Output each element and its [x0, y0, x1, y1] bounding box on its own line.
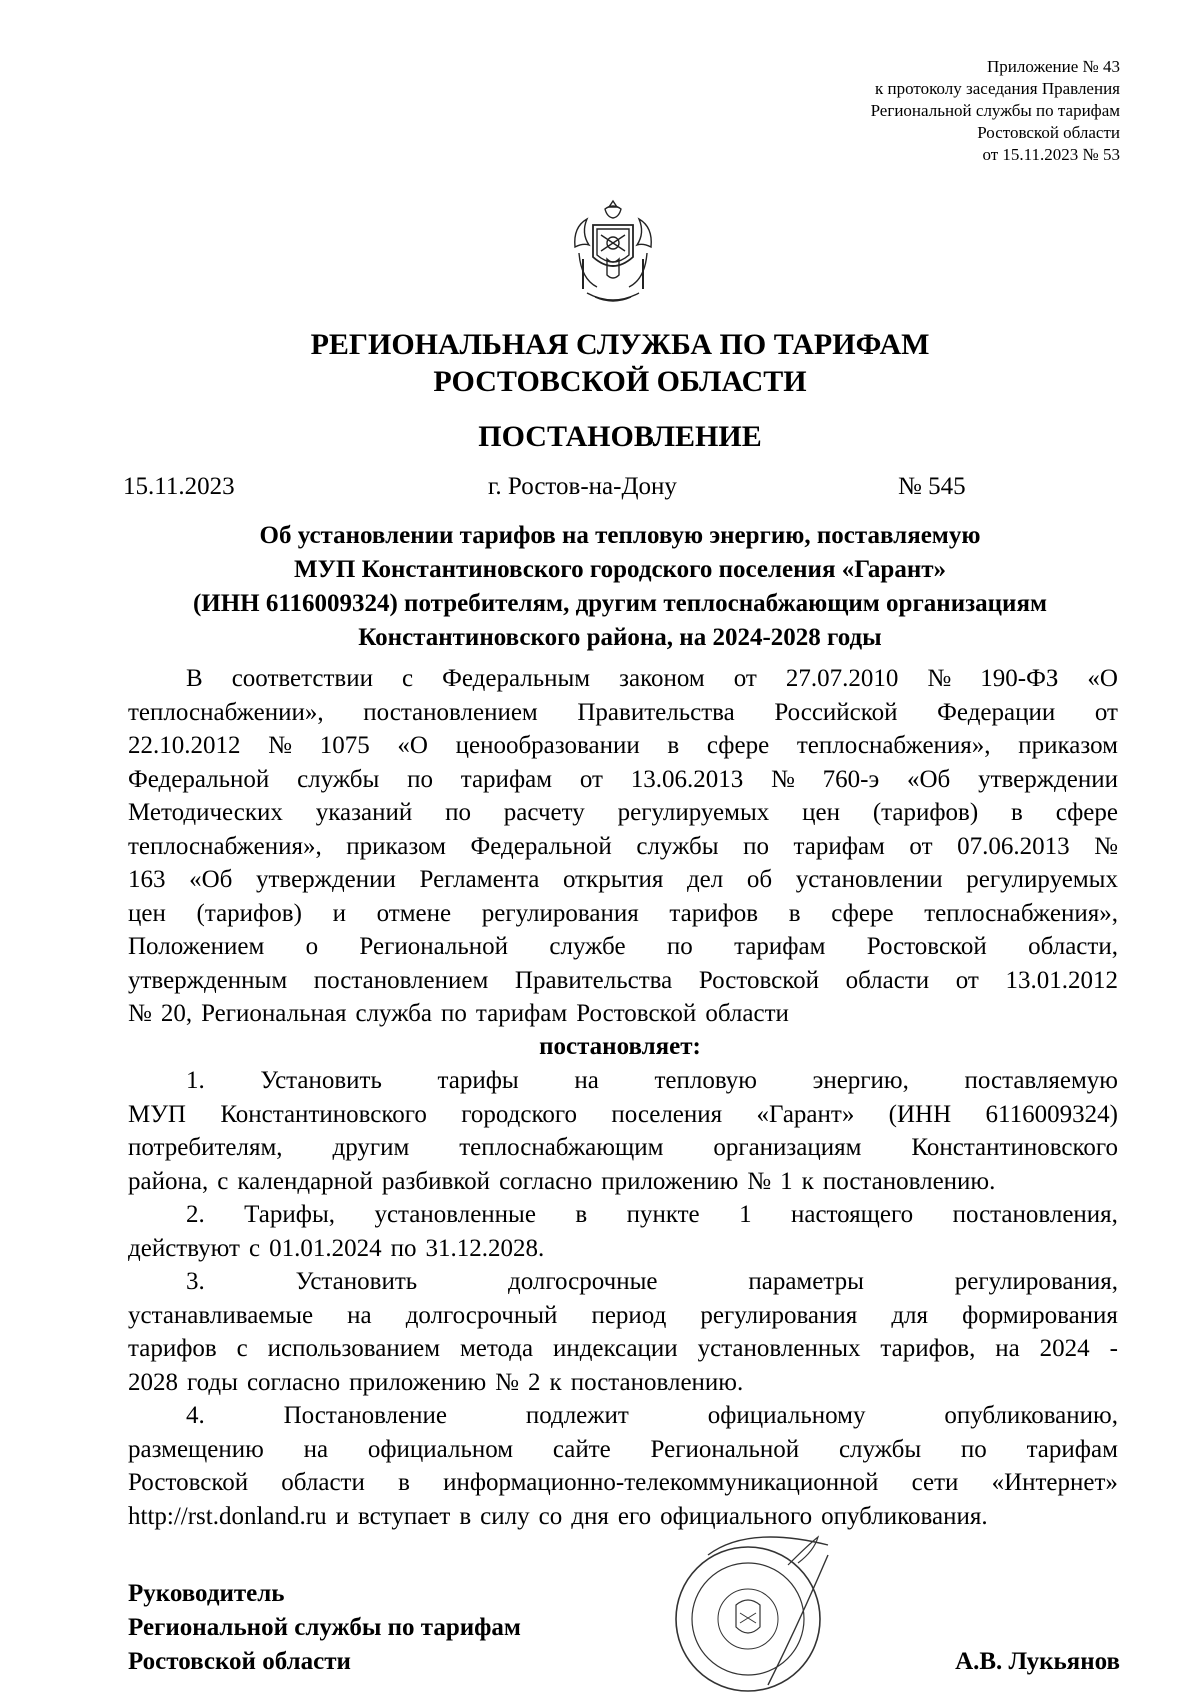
organization-title	[0, 326, 1200, 400]
document-subject	[0, 519, 1200, 655]
official-seal-icon	[648, 1535, 848, 1695]
decree-item	[128, 1399, 1118, 1533]
text-line: потребителям, другим теплоснабжающим организациям Константиновского	[128, 1134, 1118, 1161]
signer-block	[128, 1577, 521, 1679]
signer-title-line: Ростовской области	[128, 1648, 351, 1675]
subject-line: МУП Константиновского городского поселения «Гарант»	[293, 556, 947, 583]
signer-name: А.В. Лукьянов	[955, 1648, 1120, 1675]
text-line: района, с календарной разбивкой согласно приложению № 1 к постановлению.	[128, 1167, 996, 1195]
document-date: 15.11.2023	[123, 473, 235, 500]
text-line: размещению на официальном сайте Региональной службы по тарифам	[128, 1435, 1118, 1463]
text-line: МУП Константиновского городского поселения «Гарант» (ИНН 6116009324)	[128, 1100, 1118, 1128]
text-line: действуют с 01.01.2024 по 31.12.2028.	[128, 1234, 545, 1262]
text-line: Положением о Региональной службе по тарифам Ростовской области,	[128, 933, 1118, 960]
document-number: № 545	[898, 473, 966, 500]
decree-item	[128, 1265, 1118, 1399]
subject-line: Константиновского района, на 2024-2028 годы	[358, 624, 882, 651]
decree-items	[128, 1064, 1118, 1533]
document-city: г. Ростов-на-Дону	[488, 473, 677, 500]
decree-word: постановляет:	[539, 1033, 701, 1060]
text-line: № 20, Региональная служба по тарифам Ростовской области	[128, 1000, 789, 1027]
text-line: Федеральной службы по тарифам от 13.06.2013 № 760-э «Об утверждении	[128, 765, 1118, 793]
text-line: 22.10.2012 № 1075 «О ценообразовании в сфере теплоснабжения», приказом	[128, 732, 1118, 759]
decree-item	[128, 1064, 1118, 1198]
appendix-line: Ростовской области	[977, 123, 1120, 142]
text-line: Ростовской области в информационно-телекоммуникационной сети «Интернет»	[128, 1469, 1118, 1496]
text-line: 4. Постановление подлежит официальному опубликованию,	[186, 1402, 1118, 1429]
appendix-line: Региональной службы по тарифам	[870, 101, 1120, 120]
appendix-note	[871, 56, 1120, 166]
appendix-line: от 15.11.2023 № 53	[982, 145, 1120, 164]
text-line: 163 «Об утверждении Регламента открытия дел об установлении регулируемых	[128, 866, 1118, 893]
org-line: РЕГИОНАЛЬНАЯ СЛУЖБА ПО ТАРИФАМ	[310, 328, 930, 361]
document-type: ПОСТАНОВЛЕНИЕ	[478, 420, 762, 453]
text-line: 2. Тарифы, установленные в пункте 1 настоящего постановления,	[186, 1201, 1118, 1228]
coat-of-arms-icon	[567, 197, 659, 309]
text-line: Методических указаний по расчету регулируемых цен (тарифов) в сфере	[128, 799, 1118, 826]
signer-title-line: Руководитель	[128, 1580, 285, 1607]
text-line: устанавливаемые на долгосрочный период регулирования для формирования	[128, 1301, 1118, 1329]
text-line: 3. Установить долгосрочные параметры регулирования,	[186, 1268, 1118, 1295]
text-line: тарифов с использованием метода индексации установленных тарифов, на 2024 -	[128, 1335, 1118, 1362]
text-line: цен (тарифов) и отмене регулирования тарифов в сфере теплоснабжения»,	[128, 899, 1118, 927]
text-line: 1. Установить тарифы на тепловую энергию, поставляемую	[186, 1067, 1118, 1094]
appendix-line: к протоколу заседания Правления	[875, 79, 1120, 98]
text-line: утвержденным постановлением Правительства Ростовской области от 13.01.2012	[128, 966, 1118, 994]
signer-title-line: Региональной службы по тарифам	[128, 1614, 521, 1641]
subject-line: Об установлении тарифов на тепловую энергию, поставляемую	[259, 522, 981, 549]
preamble-paragraph	[128, 662, 1118, 1031]
text-line: теплоснабжения», приказом Федеральной службы по тарифам от 07.06.2013 №	[128, 832, 1118, 860]
appendix-line: Приложение № 43	[987, 57, 1120, 76]
subject-line: (ИНН 6116009324) потребителям, другим теплоснабжающим организациям	[192, 590, 1048, 617]
decree-item	[128, 1198, 1118, 1265]
text-line: http://rst.donland.ru и вступает в силу со дня его официального опубликования.	[128, 1502, 988, 1530]
text-line: теплоснабжении», постановлением Правительства Российской Федерации от	[128, 698, 1118, 726]
text-line: 2028 годы согласно приложению № 2 к постановлению.	[128, 1368, 744, 1396]
text-line: В соответствии с Федеральным законом от 27.07.2010 № 190-ФЗ «О	[186, 665, 1118, 692]
org-line: РОСТОВСКОЙ ОБЛАСТИ	[433, 365, 807, 398]
